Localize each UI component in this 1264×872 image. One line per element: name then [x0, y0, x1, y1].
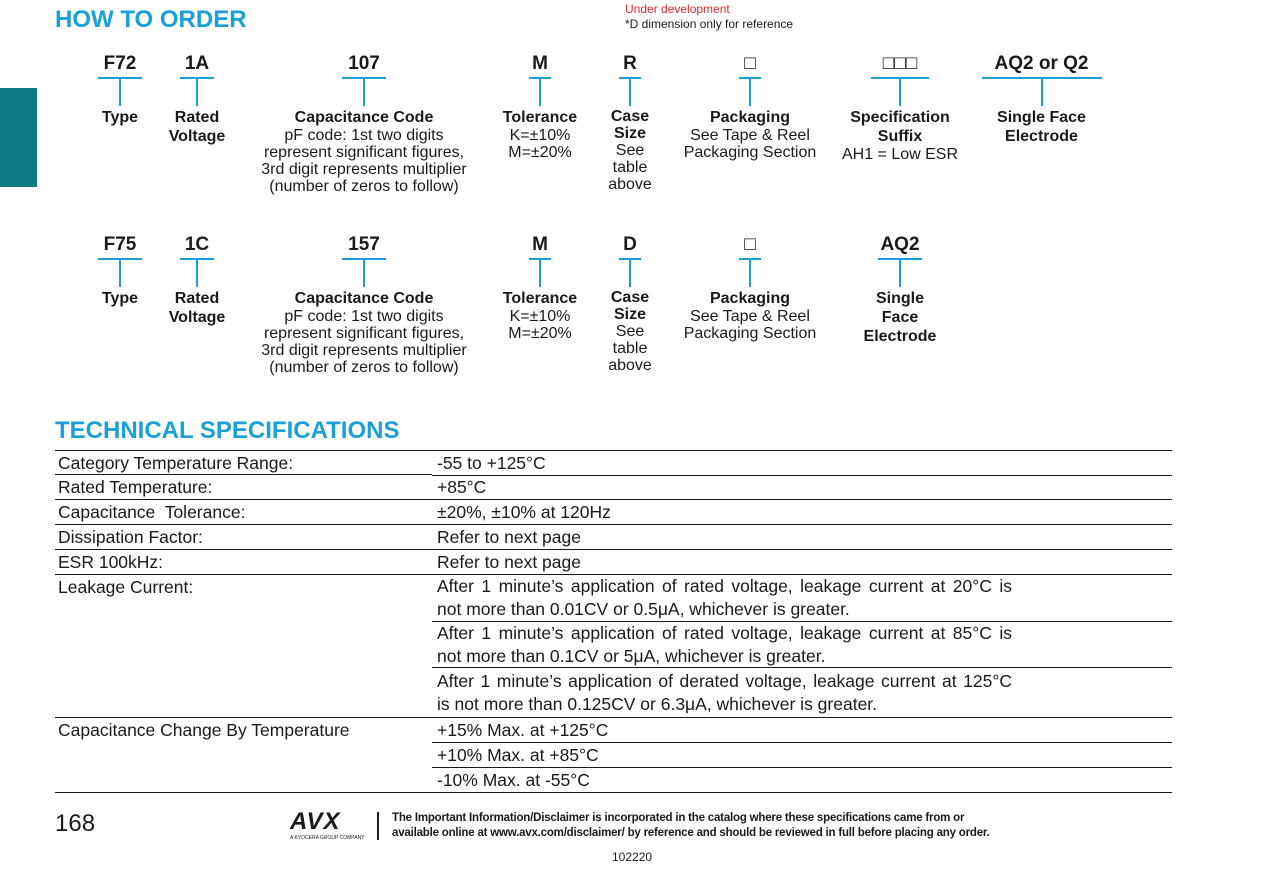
technical-specifications-heading: TECHNICAL SPECIFICATIONS	[55, 417, 400, 444]
order-label: Voltage	[168, 309, 226, 326]
order-label: Specification	[850, 109, 950, 126]
order-desc: See Tape & Reel	[690, 308, 810, 325]
order-desc: Packaging Section	[683, 144, 817, 161]
order-bracket	[98, 258, 142, 289]
order-desc: 3rd digit represents multiplier	[261, 342, 467, 359]
spec-value: +10% Max. at +85°C	[432, 743, 1172, 768]
order-suffix-f72	[835, 52, 965, 163]
order-case-f72	[595, 52, 665, 193]
page-number: 168	[55, 810, 96, 837]
order-desc: above	[608, 357, 652, 374]
order-type-f75	[90, 233, 150, 308]
order-bracket	[180, 77, 214, 108]
order-bracket	[342, 258, 386, 289]
spec-label: Category Temperature Range:	[55, 451, 432, 475]
order-desc: K=±10%	[509, 127, 571, 144]
order-bracket	[982, 77, 1102, 108]
order-desc: pF code: 1st two digits	[284, 308, 444, 325]
order-bracket	[98, 77, 142, 108]
spec-row	[55, 450, 1172, 475]
spec-label: Capacitance Change By Temperature	[55, 718, 432, 793]
order-desc: (number of zeros to follow)	[269, 178, 459, 195]
order-label: Case	[610, 108, 650, 125]
spec-table	[55, 450, 1172, 793]
order-code: AQ2 or Q2	[994, 53, 1089, 74]
order-desc: (number of zeros to follow)	[269, 359, 459, 376]
order-desc: See	[615, 142, 645, 159]
order-capacitance-f72	[244, 52, 484, 195]
spec-row	[55, 550, 1172, 575]
document-code: 102220	[612, 850, 653, 864]
order-label: Capacitance Code	[294, 109, 434, 126]
order-bracket	[529, 258, 551, 289]
spec-row-leakage	[55, 575, 1172, 718]
order-code: R	[623, 53, 637, 74]
order-label: Size	[613, 125, 646, 142]
spec-value: Refer to next page	[432, 550, 1172, 575]
spec-value: +15% Max. at +125°C	[432, 718, 1172, 743]
order-code: 157	[348, 234, 380, 255]
order-label: Capacitance Code	[294, 290, 434, 307]
order-label: Suffix	[877, 128, 923, 145]
avx-logo	[290, 808, 365, 846]
order-desc: represent significant figures,	[263, 325, 465, 342]
order-label: Packaging	[709, 290, 791, 307]
order-label: Size	[613, 306, 646, 323]
spec-value: +85°C	[432, 475, 1172, 500]
order-capacitance-f75	[244, 233, 484, 376]
order-voltage-f75	[160, 233, 234, 327]
order-label: Type	[101, 290, 139, 307]
spec-value: After 1 minute’s application of rated voltage, leakage current at 20°C is not more than 0.01CV or 0.5μA, whichever is greater.	[432, 575, 1172, 622]
order-label: Type	[101, 109, 139, 126]
order-bracket	[180, 258, 214, 289]
order-bracket	[739, 77, 761, 108]
order-code: □□□	[882, 53, 918, 74]
dimension-reference-note: *D dimension only for reference	[625, 17, 794, 31]
order-desc: K=±10%	[509, 308, 571, 325]
order-voltage-f72	[160, 52, 234, 146]
logo-subtext: A KYOCERA GROUP COMPANY	[290, 835, 365, 841]
order-code: M	[532, 234, 548, 255]
order-code: 1A	[184, 53, 210, 74]
order-desc: above	[608, 176, 652, 193]
spec-label: Leakage Current:	[55, 575, 432, 718]
spec-value: After 1 minute’s application of rated voltage, leakage current at 85°C is not more than 0.1CV or 5μA, whichever is greater.	[432, 622, 1172, 668]
spec-value: After 1 minute’s application of derated voltage, leakage current at 125°C is not more than 0.125CV or 6.3μA, whichever is greater.	[432, 668, 1172, 718]
spec-row	[55, 525, 1172, 550]
order-bracket	[619, 258, 641, 289]
spec-row-cap-change	[55, 718, 1172, 793]
order-code: 107	[348, 53, 380, 74]
spec-value: -55 to +125°C	[432, 451, 1172, 476]
order-label: Voltage	[168, 128, 226, 145]
spec-label: Dissipation Factor:	[55, 525, 432, 550]
order-tolerance-f75	[495, 233, 585, 342]
spec-value: ±20%, ±10% at 120Hz	[432, 500, 1172, 525]
order-code: AQ2	[880, 234, 920, 255]
order-bracket	[619, 77, 641, 108]
order-desc: See	[615, 323, 645, 340]
order-desc: table	[612, 159, 648, 176]
order-bracket	[739, 258, 761, 289]
order-label: Single	[875, 290, 924, 307]
order-code: □	[744, 234, 756, 255]
order-bracket	[871, 77, 929, 108]
order-bracket	[342, 77, 386, 108]
order-tolerance-f72	[495, 52, 585, 161]
order-desc: pF code: 1st two digits	[284, 127, 444, 144]
order-electrode-f75	[855, 233, 945, 346]
spec-label: Capacitance Tolerance:	[55, 500, 432, 525]
order-desc: represent significant figures,	[263, 144, 465, 161]
order-label: Electrode	[1005, 128, 1078, 145]
spec-row	[55, 475, 1172, 500]
order-label: Rated	[174, 290, 220, 307]
disclaimer	[392, 811, 990, 841]
order-type-f72	[90, 52, 150, 127]
spec-value: -10% Max. at -55°C	[432, 768, 1172, 793]
spec-label: ESR 100kHz:	[55, 550, 432, 575]
footer-divider	[377, 812, 379, 840]
order-label: Tolerance	[502, 290, 578, 307]
spec-row	[55, 500, 1172, 525]
order-desc: M=±20%	[508, 325, 572, 342]
order-desc: See Tape & Reel	[690, 127, 810, 144]
spec-value: Refer to next page	[432, 525, 1172, 550]
spec-label: Rated Temperature:	[55, 475, 432, 500]
order-packaging-f75	[675, 233, 825, 342]
order-label: Packaging	[709, 109, 791, 126]
order-label: Single Face	[997, 109, 1086, 126]
order-desc: Packaging Section	[683, 325, 817, 342]
order-code: D	[623, 234, 637, 255]
order-case-f75	[595, 233, 665, 374]
disclaimer-line: available online at www.avx.com/disclaimer/ by reference and should be reviewed in full before placing any order.	[392, 827, 990, 839]
order-label: Tolerance	[502, 109, 578, 126]
order-packaging-f72	[675, 52, 825, 161]
how-to-order-heading: HOW TO ORDER	[55, 6, 247, 33]
order-label: Electrode	[863, 328, 937, 345]
order-code: □	[744, 53, 756, 74]
order-label: Case	[610, 289, 650, 306]
order-bracket	[878, 258, 922, 289]
order-desc: 3rd digit represents multiplier	[261, 161, 467, 178]
order-desc: M=±20%	[508, 144, 572, 161]
order-code: M	[532, 53, 548, 74]
order-electrode-f72	[976, 52, 1107, 146]
order-desc: AH1 = Low ESR	[841, 146, 959, 163]
order-desc: table	[612, 340, 648, 357]
order-code: 1C	[184, 234, 210, 255]
logo-wordmark: AVX	[290, 808, 341, 835]
section-side-tab	[0, 88, 37, 187]
order-label: Face	[881, 309, 919, 326]
order-bracket	[529, 77, 551, 108]
order-code: F72	[103, 53, 137, 74]
under-development-note: Under development	[625, 2, 730, 16]
disclaimer-line: The Important Information/Disclaimer is incorporated in the catalog where these specifications came from or	[392, 812, 965, 824]
order-code: F75	[103, 234, 137, 255]
order-label: Rated	[174, 109, 220, 126]
